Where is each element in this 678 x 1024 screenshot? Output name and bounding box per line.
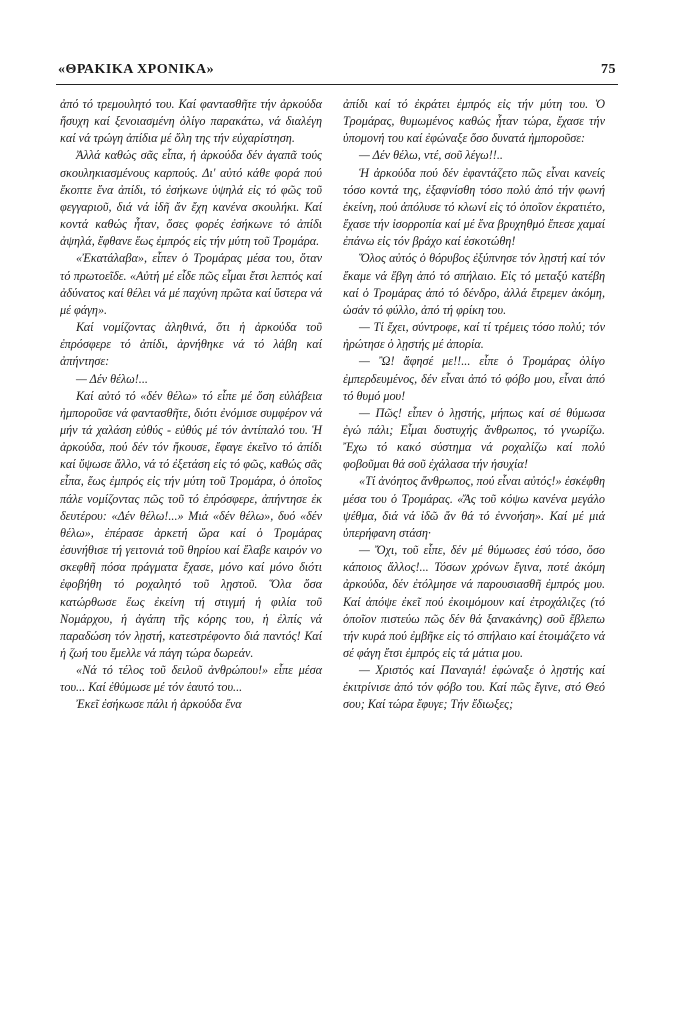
paragraph: — Πῶς! εἶπεν ὁ λῃστής, μήπως καί σέ θύμωσα ἐγώ πάλι; Εἶμαι δυστυχής ἄνθρωπος, τό γνωρίζω. Ἔχω τό κακό σύστημα νά ροχαλίζω καί πολύ φοβοῦμαι θά σοῦ ἐχάλασα τήν ἡσυχία! bbox=[343, 405, 605, 472]
paragraph: — Ὄχι, τοῦ εἶπε, δέν μέ θύμωσες ἐσύ τόσο, ὅσο κάποιος ἄλλος!... Τόσων χρόνων ἔγινα, ποτέ ἀκόμη ἀρκούδα, δέν ἐτόλμησε νά παρουσιασθῆ ἐμπρός μου. Καί ἀπόψε ἐκεῖ πού ἐκοιμόμουν καί ἐτροχάλιζες (τό ὁποῖον πιστεύω πῶς δέν θά ξανακάνης) σοῦ ἔβλεπω τήν κυρά πού ἐμβῆκε εἰς τό σπήλαιο καί ἑτοιμάζετο νά σέ φάγη ἔτσι ἐμπρός εἰς τά μάτια μου. bbox=[343, 543, 605, 660]
paragraph: Ἡ ἀρκούδα πού δέν ἐφαντάζετο πῶς εἶναι κανείς τόσο κοντά της, ἐξαφνίσθη τόσο πολύ ἀπό τήν φωνή ἐκείνη, πού ἀπόλυσε τό κλωνί εἰς τό ὁποῖον ἐκρατιέτο, ἔχασε τήν ἰσορροπία καί μέ ἕνα βρυχηθμό ἔπεσε χαμαί ἐπάνω εἰς τόν βράχο καί ἐσκοτώθη! bbox=[343, 165, 605, 249]
right-column bbox=[343, 96, 605, 714]
paragraph: Ὅλος αὐτός ὁ θόρυβος ἐξύπνησε τόν λῃστή καί τόν ἔκαμε νά ἔβγη ἀπό τό σπήλαιο. Εἰς τό μεταξύ κατέβη καί ὁ Τρομάρας ἀπό τό δένδρο, ἀλλά ἔτρεμεν ἀκόμη, ὡσάν τό φύλλο, ἀπό τή φρίκη του. bbox=[343, 251, 605, 317]
running-header bbox=[58, 62, 616, 78]
paragraph: Καί αὐτό τό «δέν θέλω» τό εἶπε μέ ὅση εὐλάβεια ἠμποροῦσε νά φαντασθῆτε, διότι ἐνόμισε συμφέρον νά μήν τά χαλάση εὐθύς - εὐθύς μέ τόν ἀντίπαλό του. Ἡ ἀρκούδα, πού δέν τόν ἤκουσε, ἔφαγε ἐκεῖνο τό ἀπίδι καί ὕψωσε ἄλλο, νά τό ἐξετάση εἰς τό φῶς, καθώς σᾶς εἶπα, ἕως ἐμπρός εἰς τήν μύτη τοῦ Τρομάρα, ὁ ὁποῖος πάλε νομίζοντας πῶς τοῦ τό ἐπρόσφερε, ἀπήντησε ἐκ δευτέρου: «Δέν θέλω!...» Μιά «δέν θέλω», δυό «δέν θέλω», ἐπέρασε ἀρκετή ὥρα καί ὁ Τρομάρας ἐσυνήθισε τή γειτονιά τοῦ θηρίου καί ἔλαβε καιρόν νο σκεφθῆ πόσα πράγματα ἔχασε, μόνο καί μόνο διότι ἐφοβήθη τό ροχαλητό τοῦ λῃστοῦ. Ὅλα ὅσα κατώρθωσε ἕως ἐκείνη τή στιγμή ἡ φιλία τοῦ Νομάρχου, ἡ ἀγάπη τῆς κόρης του, ἡ ἐλπίς νά παραδώση τόν λῃστή, κατεστρέφοντο διά παντός! Καί ἡ ζωή του ἔμελλε νά πάγη τώρα δωρεάν. bbox=[60, 388, 322, 660]
paragraph: — Χριστός καί Παναγιά! ἐφώναξε ὁ λῃστής καί ἐκιτρίνισε ἀπό τόν φόβο του. Καί πῶς ἔγινε, στό Θεό σου; Καί τώρα ἔφυγε; Τήν ἔδιωξες; bbox=[343, 663, 605, 712]
paragraph: Ἀλλά καθώς σᾶς εἶπα, ἡ ἀρκούδα δέν ἀγαπᾶ τούς σκουληκιασμένους καρπούς. Δι' αὐτό κάθε φορά πού ἔκοπτε ἕνα ἀπίδι, τό ἐσήκωνε ὑψηλά εἰς τό φῶς τοῦ φεγγαριοῦ, διά νά ἰδῆ ἄν ἔχη κανένα σκουλήκι. Καί κοντά καθώς ἦταν, ὅσες φορές ἐσήκωνε τό ἀπίδι ἀψηλά, ἔφθανε ἕως ἐμπρός εἰς τήν μύτη τοῦ Τρομάρα. bbox=[60, 148, 322, 249]
paragraph: ἀπό τό τρεμουλητό του. Καί φαντασθῆτε τήν ἀρκούδα ἥσυχη καί ξενοιασμένη ὀλίγο παρακάτω, νά διαλέγη καί νά τρώγη ἀπίδια μέ ὅλη της τήν εὐχαρίστηση. bbox=[60, 97, 322, 146]
journal-title: «ΘΡΑΚΙΚΑ ΧΡΟΝΙΚΑ» bbox=[58, 62, 215, 77]
header-rule bbox=[56, 84, 618, 85]
left-column bbox=[60, 96, 322, 714]
paragraph: ἀπίδι καί τό ἐκράτει ἐμπρός εἰς τήν μύτη του. Ὁ Τρομάρας, θυμωμένος καθώς ἦταν τώρα, ἔχασε τήν ὑπομονή του καί ἐφώναξε ὅσο δυνατά ἠμποροῦσε: bbox=[343, 97, 605, 146]
paragraph: «Νά τό τέλος τοῦ δειλοῦ ἀνθρώπου!» εἶπε μέσα του... Καί ἐθύμωσε μέ τόν ἑαυτό του... bbox=[60, 663, 322, 695]
paragraph: — Ὢ! ἄφησέ με!!... εἶπε ὁ Τρομάρας ὀλίγο ἐμπερδευμένος, δέν εἶναι ἀπό τό φόβο μου, εἶναι ἀπό τό θυμό μου! bbox=[343, 354, 605, 403]
paragraph: — Δέν θέλω, ντέ, σοῦ λέγω!!.. bbox=[359, 148, 503, 163]
paragraph: — Τί ἔχει, σύντροφε, καί τί τρέμεις τόσο πολύ; τόν ἠρώτησε ὁ λῃστής μέ ἀπορία. bbox=[343, 320, 605, 352]
paragraph: «Ἐκατάλαβα», εἶπεν ὁ Τρομάρας μέσα του, ὅταν τό πρωτοεῖδε. «Αὐτή μέ εἶδε πῶς εἶμαι ἔτσι λεπτός καί ἀδύνατος καί θέλει νά μέ παχύνη πρῶτα καί ὕστερα νά μέ φάγη». bbox=[60, 251, 322, 317]
paragraph: Ἐκεῖ ἐσήκωσε πάλι ἡ ἀρκούδα ἕνα bbox=[76, 697, 242, 712]
page-number: 75 bbox=[601, 62, 616, 77]
paragraph: Καί νομίζοντας ἀληθινά, ὅτι ἡ ἀρκούδα τοῦ ἐπρόσφερε τό ἀπίδι, ἀρνήθηκε νά τό λάβη καί ἀπήντησε: bbox=[60, 320, 322, 369]
paragraph: — Δέν θέλω!... bbox=[76, 371, 148, 386]
paragraph: «Τί ἀνόητος ἄνθρωπος, πού εἶναι αὐτός!» ἐσκέφθη μέσα του ὁ Τρομάρας. «Ἄς τοῦ κόψω κανένα μεγάλο ψέθμα, διά νά ἰδῶ ἄν θά τό ἐννοήση». Καί μέ μιά ὑπερήφανη στάση· bbox=[343, 474, 605, 540]
